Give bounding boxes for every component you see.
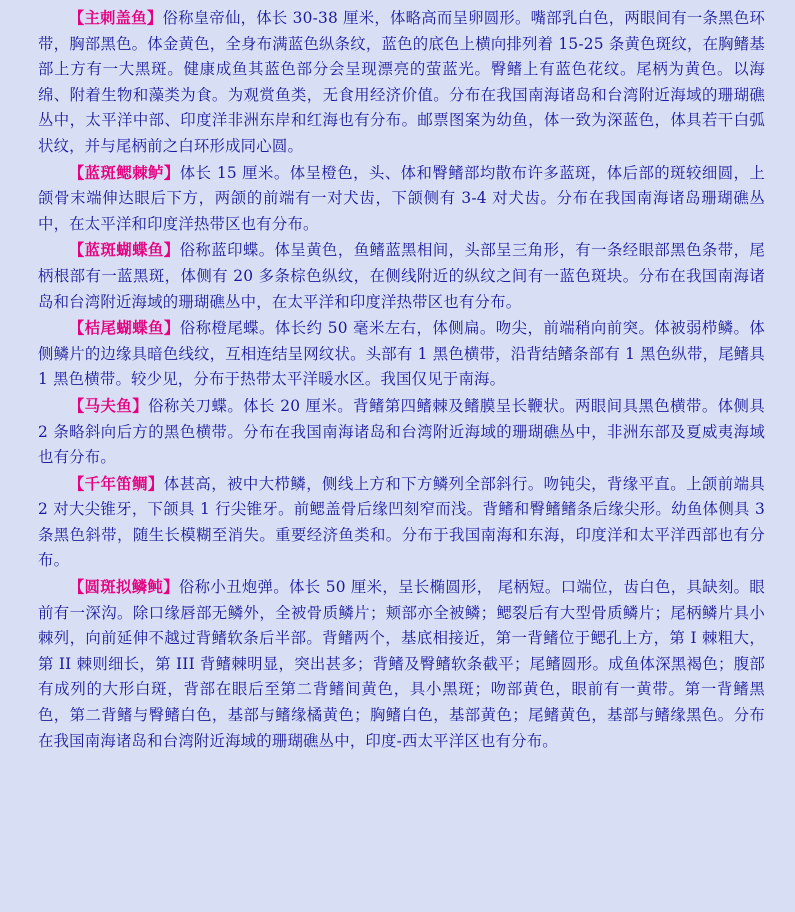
species-description: 体甚高，被中大栉鳞，侧线上方和下方鳞列全部斜行。吻钝尖，背缘平直。上颌前端具 2 对大尖锥牙，下颌具 1 行尖锥牙。前鳃盖骨后缘凹刻窄而浅。背鳍和臀鳍鳍条后缘尖形。幼鱼体侧具 3 条黑色斜带，随生长模糊至消失。重要经济鱼类和。分布于我国南海和东海，印度洋和太平洋西部也有分布。 — [38, 474, 765, 570]
species-description: 体长 15 厘米。体呈橙色，头、体和臀鳍部均散布许多蓝斑，体后部的斑较细圆，上颌骨末端伸达眼后下方，两颌的前端有一对犬齿，下颌侧有 3-4 对犬齿。分布在我国南海诸岛珊瑚礁丛中，在太平洋和印度洋热带区也有分布。 — [38, 163, 765, 233]
species-term: 【桔尾蝴蝶鱼】 — [68, 319, 180, 338]
entry-paragraph — [38, 6, 765, 160]
species-term: 【圆斑拟鳞鲀】 — [68, 578, 179, 597]
species-description: 俗称皇帝仙，体长 30-38 厘米，体略高而呈卵圆形。嘴部乳白色，两眼间有一条黑色环带，胸部黑色。体金黄色，全身布满蓝色纵条纹，蓝色的底色上横向排列着 15-25 条黄色斑纹，在胸鳍基部上方有一大黑斑。健康成鱼其蓝色部分会呈现漂亮的萤蓝光。臀鳍上有蓝色花纹。尾柄为黄色。以海绵、附着生物和藻类为食。为观赏鱼类，无食用经济价值。分布在我国南海诸岛和台湾附近海域的珊瑚礁丛中，太平洋中部、印度洋非洲东岸和红海也有分布。邮票图案为幼鱼，体一致为深蓝色，体具若干白弧状纹，并与尾柄前之白环形成同心圆。 — [38, 9, 765, 155]
entry-paragraph — [38, 472, 765, 574]
species-term: 【主刺盖鱼】 — [68, 9, 163, 27]
species-description: 俗称蓝印蝶。体呈黄色，鱼鳍蓝黑相间，头部呈三角形，有一条经眼部黑色条带，尾柄根部有一蓝黑斑，体侧有 20 多条棕色纵纹，在侧线附近的纵纹之间有一蓝色斑块。分布在我国南海诸岛和台湾附近海域的珊瑚礁丛中，在太平洋和印度洋热带区也有分布。 — [38, 241, 765, 311]
entry-paragraph — [38, 316, 765, 393]
species-description: 俗称关刀蝶。体长 20 厘米。背鳍第四鳍棘及鳍膜呈长鞭状。两眼间具黑色横带。体侧具 2 条略斜向后方的黑色横带。分布在我国南海诸岛和台湾附近海域的珊瑚礁丛中，非洲东部及夏威夷海域也有分布。 — [38, 396, 765, 467]
entry-paragraph — [38, 161, 765, 238]
entry-paragraph — [38, 575, 765, 754]
entry-paragraph — [38, 238, 765, 315]
species-term: 【蓝斑蝴蝶鱼】 — [68, 241, 180, 260]
species-term: 【马夫鱼】 — [68, 396, 149, 415]
species-term: 【千年笛鲷】 — [68, 474, 164, 493]
species-term: 【蓝斑鳃棘鲈】 — [68, 163, 180, 182]
species-description: 俗称小丑炮弹。体长 50 厘米，呈长椭圆形， 尾柄短。口端位，齿白色，具缺刻。眼前有一深沟。除口缘唇部无鳞外，全被骨质鳞片；颊部亦全被鳞；鳃裂后有大型骨质鳞片；尾柄鳞片具小棘列，向前延伸不越过背鳍软条后半部。背鳍两个，基底相接近，第一背鳍位于鳃孔上方，第 I 棘粗大，第 II 棘则细长，第 III 背鳍棘明显，突出甚多；背鳍及臀鳍软条截平；尾鳍圆形。成鱼体深黑褐色；腹部有成列的大形白斑，背部在眼后至第二背鳍间黄色，具小黑斑；吻部黄色，眼前有一黄带。第一背鳍黑色，第二背鳍与臀鳍白色，基部与鳍缘橘黄色；胸鳍白色，基部黄色；尾鳍黄色，基部与鳍缘黑色。分布在我国南海诸岛和台湾附近海域的珊瑚礁丛中，印度-西太平洋区也有分布。 — [38, 578, 765, 750]
species-description: 俗称橙尾蝶。体长约 50 毫米左右，体侧扁。吻尖，前端稍向前突。体被弱栉鳞。体侧鳞片的边缘具暗色线纹，互相连结呈网纹状。头部有 1 黑色横带，沿背结鳍条部有 1 黑色纵带，尾鳍具 1 黑色横带。较少见，分布于热带太平洋暖水区。我国仅见于南海。 — [38, 319, 765, 389]
entry-paragraph — [38, 394, 765, 471]
